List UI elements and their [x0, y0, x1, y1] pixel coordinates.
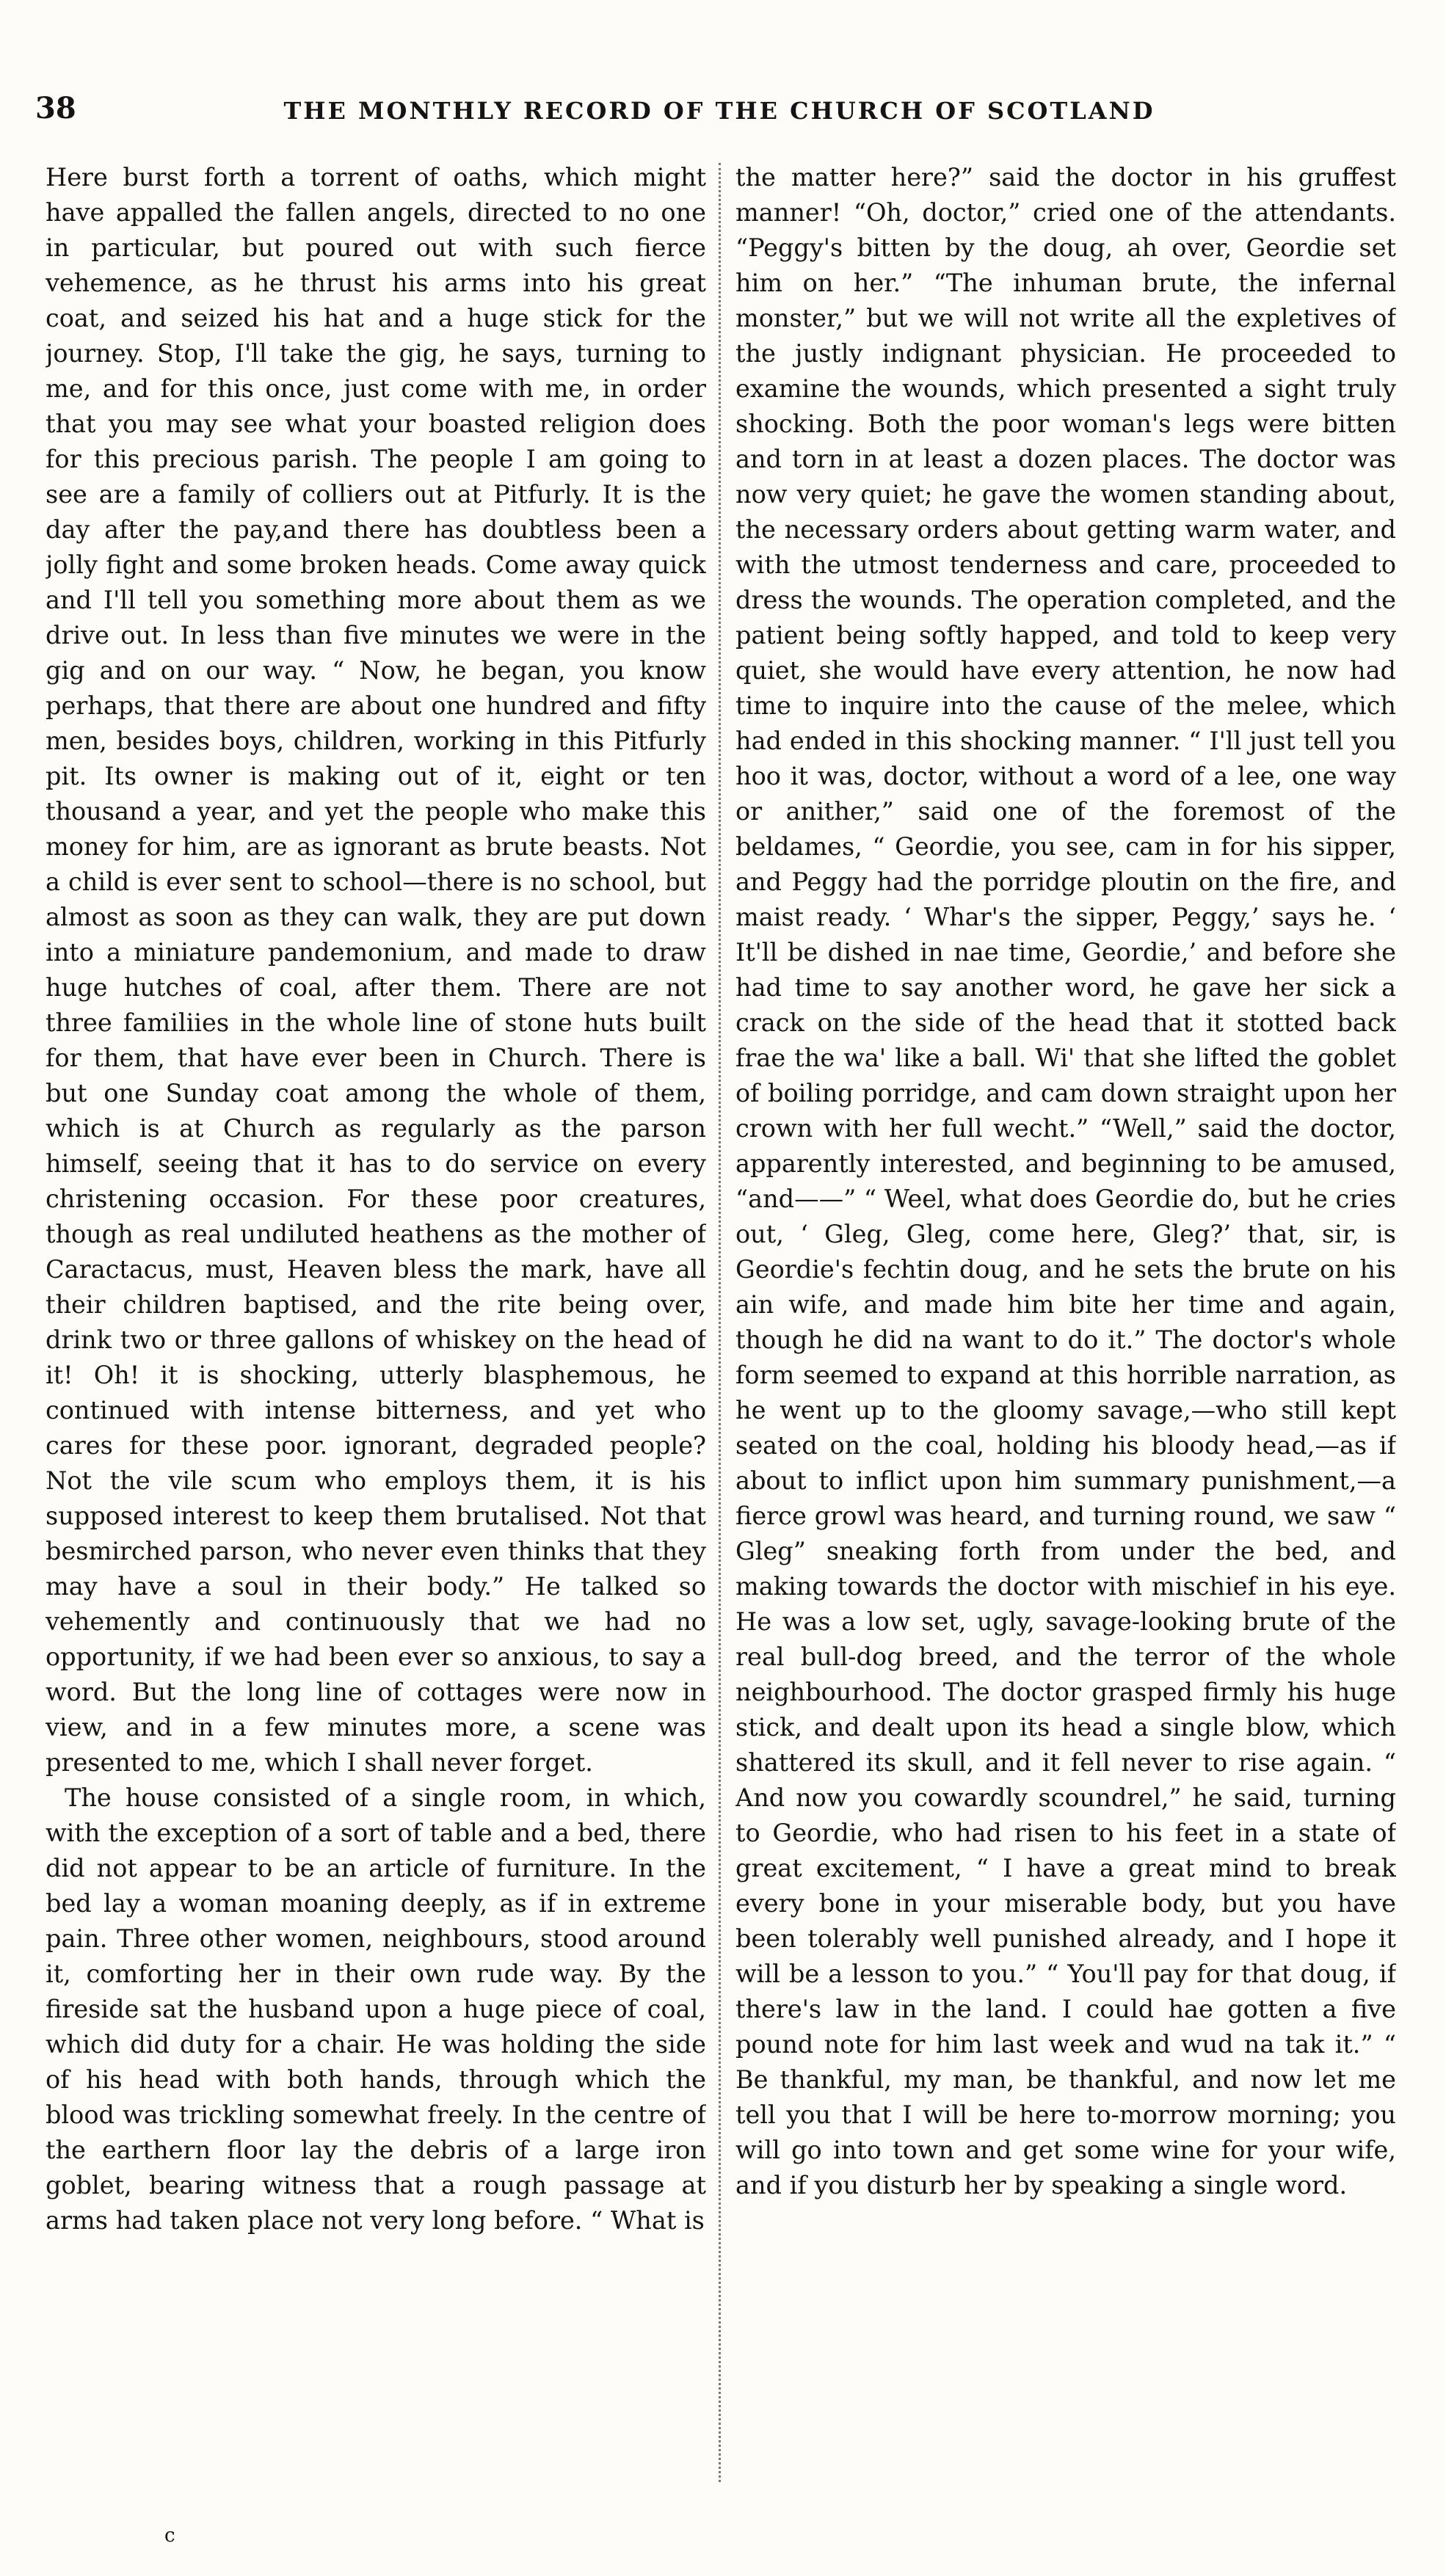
column-divider [719, 163, 721, 2482]
running-head: THE MONTHLY RECORD OF THE CHURCH OF SCOTLAND [283, 97, 1155, 125]
left-paragraph-2: The house consisted of a single room, in which, with the exception of a sort of table and a bed, there did not appear to be an article of furniture. In the bed lay a woman moaning deeply, as if in extreme pain. Three other women, neighbours, stood around it, comforting her in their own rude way. By the fireside sat the husband upon a huge piece of coal, which did duty for a chair. He was holding the side of his head with both hands, through which the blood was trickling somewhat freely. In the centre of the earthern floor lay the debris of a large iron goblet, bearing witness that a rough passage at arms had taken place not very long before. “ What is [46, 1783, 706, 2235]
left-paragraph-1: Here burst forth a torrent of oaths, which might have appalled the fallen angels, directed to no one in particular, but poured out with such fierce vehemence, as he thrust his arms into his great coat, and seized his hat and a huge stick for the journey. Stop, I'll take the gig, he says, turning to me, and for this once, just come with me, in order that you may see what your boasted religion does for this precious parish. The people I am going to see are a family of colliers out at Pitfurly. It is the day after the pay,and there has doubtless been a jolly fight and some broken heads. Come away quick and I'll tell you something more about them as we drive out. In less than five minutes we were in the gig and on our way. “ Now, he began, you know perhaps, that there are about one hundred and fifty men, besides boys, children, working in this Pitfurly pit. Its owner is making out of it, eight or ten thousand a year, and yet the people who make this money for him, are as ignorant as brute beasts. Not a child is ever sent to school—there is no school, but almost as soon as they can walk, they are put down into a miniature pandemonium, and made to draw huge hutches of coal, after them. There are not three familiies in the whole line of stone huts built for them, that have ever been in Church. There is but one Sunday coat among the whole of them, which is at Church as regularly as the parson himself, seeing that it has to do service on every christening occasion. For these poor creatures, though as real undiluted heathens as the mother of Caractacus, must, Heaven bless the mark, have all their children baptised, and the rite being over, drink two or three gallons of whiskey on the head of it! Oh! it is shocking, utterly blasphemous, he continued with intense bitterness, and yet who cares for these poor. ignorant, degraded people? Not the vile scum who employs them, it is his supposed interest to keep them brutalised. Not that besmirched parson, who never even thinks that they may have a soul in their body.” He talked so vehemently and continuously that we had no opportunity, if we had been ever so anxious, to say a word. But the long line of cottages were now in view, and in a few minutes more, a scene was presented to me, which I shall never forget. [46, 163, 706, 1777]
stray-mark: c [164, 2525, 175, 2547]
right-column [735, 160, 1396, 2508]
page-number: 38 [35, 91, 76, 125]
left-column [46, 160, 706, 2508]
right-paragraph-1: the matter here?” said the doctor in his gruffest manner! “Oh, doctor,” cried one of the attendants. “Peggy's bitten by the doug, ah over, Geordie set him on her.” “The inhuman brute, the infernal monster,” but we will not write all the expletives of the justly indignant physician. He proceeded to examine the wounds, which presented a sight truly shocking. Both the poor woman's legs were bitten and torn in at least a dozen places. The doctor was now very quiet; he gave the women standing about, the necessary orders about getting warm water, and with the utmost tenderness and care, proceeded to dress the wounds. The operation completed, and the patient being softly happed, and told to keep very quiet, she would have every attention, he now had time to inquire into the cause of the melee, which had ended in this shocking manner. “ I'll just tell you hoo it was, doctor, without a word of a lee, one way or anither,” said one of the foremost of the beldames, “ Geordie, you see, cam in for his sipper, and Peggy had the porridge ploutin on the fire, and maist ready. ‘ Whar's the sipper, Peggy,’ says he. ‘ It'll be dished in nae time, Geordie,’ and before she had time to say another word, he gave her sick a crack on the side of the head that it stotted back frae the wa' like a ball. Wi' that she lifted the goblet of boiling porridge, and cam down straight upon her crown with her full wecht.” “Well,” said the doctor, apparently interested, and beginning to be amused, “and——” “ Weel, what does Geordie do, but he cries out, ‘ Gleg, Gleg, come here, Gleg?’ that, sir, is Geordie's fechtin doug, and he sets the brute on his ain wife, and made him bite her time and again, though he did na want to do it.” The doctor's whole form seemed to expand at this horrible narration, as he went up to the gloomy savage,—who still kept seated on the coal, holding his bloody head,—as if about to inflict upon him summary punishment,—a fierce growl was heard, and turning round, we saw “ Gleg” sneaking forth from under the bed, and making towards the doctor with mischief in his eye. He was a low set, ugly, savage-looking brute of the real bull-dog breed, and the terror of the whole neighbourhood. The doctor grasped firmly his huge stick, and dealt upon its head a single blow, which shattered its skull, and it fell never to rise again. “ And now you cowardly scoundrel,” he said, turning to Geordie, who had risen to his feet in a state of great excitement, “ I have a great mind to break every bone in your miserable body, but you have been tolerably well punished already, and I hope it will be a lesson to you.” “ You'll pay for that doug, if there's law in the land. I could hae gotten a five pound note for him last week and wud na tak it.” “ Be thankful, my man, be thankful, and now let me tell you that I will be here to-morrow morning; you will go into town and get some wine for your wife, and if you disturb her by speaking a single word. [735, 163, 1396, 2200]
